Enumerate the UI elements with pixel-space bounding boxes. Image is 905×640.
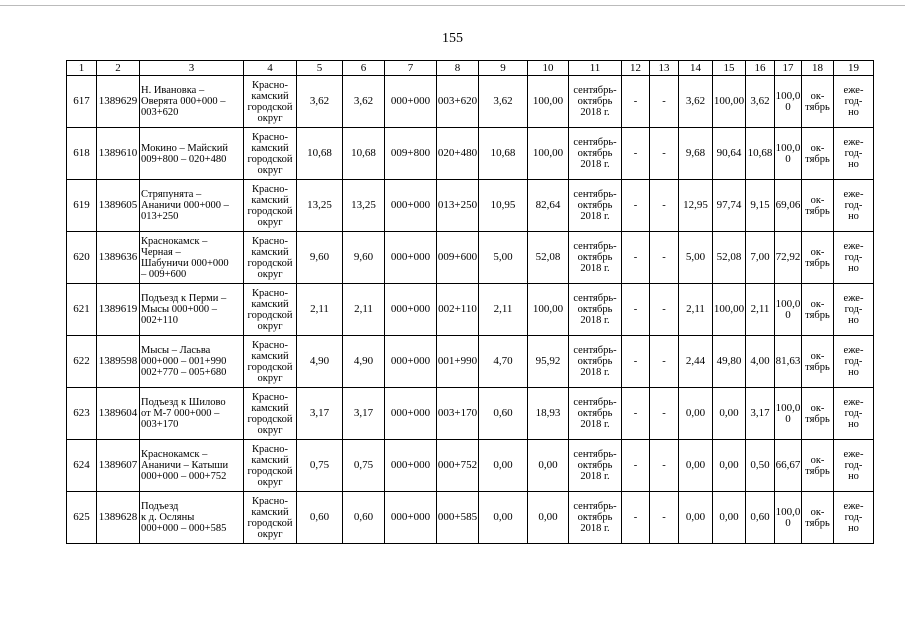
column-header-16: 16: [746, 61, 775, 76]
cell-col-15: 90,64: [713, 128, 746, 180]
segment-start-cell: 000+000: [385, 232, 437, 284]
road-name-cell: [140, 336, 244, 388]
table-row: [67, 440, 874, 492]
month-cell-text: ок- тябрь: [805, 350, 830, 373]
cell-col-13: -: [650, 440, 679, 492]
column-header-5: 5: [297, 61, 343, 76]
column-header-15: 15: [713, 61, 746, 76]
cell-col-10: 100,00: [528, 284, 569, 336]
column-header-6: 6: [343, 61, 385, 76]
cell-col-12: -: [622, 440, 650, 492]
frequency-cell: [834, 284, 874, 336]
column-header-8: 8: [437, 61, 479, 76]
road-name-cell: [140, 284, 244, 336]
road-id-cell: 1389610: [97, 128, 140, 180]
road-id-cell: 1389605: [97, 180, 140, 232]
cell-col-5: 4,90: [297, 336, 343, 388]
segment-end-cell: 001+990: [437, 336, 479, 388]
period-cell: [569, 128, 622, 180]
district-cell: [244, 336, 297, 388]
row-number-cell: 624: [67, 440, 97, 492]
road-name-cell: [140, 492, 244, 544]
row-number-cell: 622: [67, 336, 97, 388]
month-cell-text: ок- тябрь: [805, 454, 830, 477]
district-cell-text: Красно- камский городской округ: [247, 131, 293, 176]
cell-col-10: 100,00: [528, 76, 569, 128]
road-name-cell-text: Стряпунята – Ананичи 000+000 – 013+250: [141, 189, 229, 222]
cell-col-5: 9,60: [297, 232, 343, 284]
cell-col-17-text: 81,63: [775, 355, 801, 367]
period-cell: [569, 232, 622, 284]
segment-end-cell: 000+752: [437, 440, 479, 492]
cell-col-14: 12,95: [679, 180, 713, 232]
cell-col-12: -: [622, 232, 650, 284]
month-cell: [802, 232, 834, 284]
cell-col-14: 3,62: [679, 76, 713, 128]
cell-col-10: 0,00: [528, 440, 569, 492]
month-cell-text: ок- тябрь: [805, 90, 830, 113]
cell-col-17: [775, 76, 802, 128]
segment-start-cell: 000+000: [385, 180, 437, 232]
month-cell: [802, 180, 834, 232]
frequency-cell-text: еже- год- но: [843, 345, 864, 378]
frequency-cell-text: еже- год- но: [843, 189, 864, 222]
period-cell-text: сентябрь- октябрь 2018 г.: [573, 85, 617, 118]
segment-start-cell: 000+000: [385, 284, 437, 336]
table-row: [67, 180, 874, 232]
column-header-13: 13: [650, 61, 679, 76]
column-header-10: 10: [528, 61, 569, 76]
period-cell-text: сентябрь- октябрь 2018 г.: [573, 449, 617, 482]
cell-col-9: 0,00: [479, 440, 528, 492]
column-header-3: 3: [140, 61, 244, 76]
road-name-cell-text: Мокино – Майский 009+800 – 020+480: [141, 142, 229, 165]
segment-start-cell: 000+000: [385, 440, 437, 492]
cell-col-13: -: [650, 336, 679, 388]
cell-col-15: 100,00: [713, 284, 746, 336]
column-header-19: 19: [834, 61, 874, 76]
frequency-cell-text: еже- год- но: [843, 449, 864, 482]
road-id-cell: 1389607: [97, 440, 140, 492]
month-cell: [802, 336, 834, 388]
table-row: [67, 388, 874, 440]
district-cell-text: Красно- камский городской округ: [247, 495, 293, 540]
period-cell-text: сентябрь- октябрь 2018 г.: [573, 345, 617, 378]
page-number: 155: [442, 31, 463, 46]
period-cell-text: сентябрь- октябрь 2018 г.: [573, 241, 617, 274]
district-cell-text: Красно- камский городской округ: [247, 235, 293, 280]
column-header-2: 2: [97, 61, 140, 76]
segment-start-cell: 000+000: [385, 76, 437, 128]
cell-col-17-text: 100,0 0: [775, 297, 801, 321]
road-name-cell: [140, 440, 244, 492]
road-name-cell-text: Краснокамск – Черная – Шабуничи 000+000 – 009+600: [141, 235, 229, 280]
cell-col-17: [775, 284, 802, 336]
frequency-cell-text: еже- год- но: [843, 501, 864, 534]
cell-col-13: -: [650, 492, 679, 544]
segment-start-cell: 009+800: [385, 128, 437, 180]
cell-col-5: 0,75: [297, 440, 343, 492]
cell-col-5: 2,11: [297, 284, 343, 336]
district-cell: [244, 232, 297, 284]
cell-col-16: 3,17: [746, 388, 775, 440]
cell-col-17: [775, 128, 802, 180]
row-number-cell: 619: [67, 180, 97, 232]
cell-col-12: -: [622, 388, 650, 440]
cell-col-6: 0,75: [343, 440, 385, 492]
scan-edge-line: [0, 5, 905, 6]
road-name-cell-text: Подъезд к Перми – Мысы 000+000 – 002+110: [141, 293, 227, 326]
road-name-cell: [140, 128, 244, 180]
column-header-17: 17: [775, 61, 802, 76]
cell-col-10: 100,00: [528, 128, 569, 180]
cell-col-14: 2,11: [679, 284, 713, 336]
road-name-cell: [140, 232, 244, 284]
district-cell: [244, 284, 297, 336]
cell-col-10: 18,93: [528, 388, 569, 440]
segment-end-cell: 009+600: [437, 232, 479, 284]
cell-col-15: 0,00: [713, 440, 746, 492]
cell-col-16: 10,68: [746, 128, 775, 180]
column-header-4: 4: [244, 61, 297, 76]
cell-col-9: 5,00: [479, 232, 528, 284]
segment-start-cell: 000+000: [385, 492, 437, 544]
segment-end-cell: 002+110: [437, 284, 479, 336]
column-header-9: 9: [479, 61, 528, 76]
road-name-cell-text: Краснокамск – Ананичи – Катыши 000+000 – 000+752: [141, 449, 229, 482]
cell-col-10: 82,64: [528, 180, 569, 232]
cell-col-9: 10,95: [479, 180, 528, 232]
table-row: [67, 232, 874, 284]
district-cell-text: Красно- камский городской округ: [247, 79, 293, 124]
road-id-cell: 1389619: [97, 284, 140, 336]
period-cell-text: сентябрь- октябрь 2018 г.: [573, 501, 617, 534]
district-cell: [244, 76, 297, 128]
cell-col-14: 5,00: [679, 232, 713, 284]
cell-col-6: 0,60: [343, 492, 385, 544]
cell-col-10: 95,92: [528, 336, 569, 388]
cell-col-9: 10,68: [479, 128, 528, 180]
frequency-cell-text: еже- год- но: [843, 137, 864, 170]
column-header-7: 7: [385, 61, 437, 76]
cell-col-13: -: [650, 180, 679, 232]
row-number-cell: 620: [67, 232, 97, 284]
road-name-cell: [140, 180, 244, 232]
road-name-cell-text: Н. Ивановка – Оверята 000+000 – 003+620: [141, 85, 226, 118]
cell-col-17: [775, 440, 802, 492]
cell-col-16: 7,00: [746, 232, 775, 284]
road-id-cell: 1389629: [97, 76, 140, 128]
table-row: [67, 76, 874, 128]
frequency-cell: [834, 492, 874, 544]
segment-start-cell: 000+000: [385, 336, 437, 388]
frequency-cell-text: еже- год- но: [843, 293, 864, 326]
district-cell: [244, 180, 297, 232]
table-body: [67, 76, 874, 544]
cell-col-17: [775, 492, 802, 544]
period-cell-text: сентябрь- октябрь 2018 г.: [573, 137, 617, 170]
month-cell-text: ок- тябрь: [805, 142, 830, 165]
district-cell-text: Красно- камский городской округ: [247, 391, 293, 436]
column-header-1: 1: [67, 61, 97, 76]
cell-col-17: [775, 180, 802, 232]
cell-col-12: -: [622, 128, 650, 180]
road-name-cell: [140, 76, 244, 128]
period-cell-text: сентябрь- октябрь 2018 г.: [573, 189, 617, 222]
district-cell: [244, 492, 297, 544]
cell-col-14: 0,00: [679, 388, 713, 440]
cell-col-13: -: [650, 128, 679, 180]
table-row: [67, 128, 874, 180]
cell-col-6: 3,17: [343, 388, 385, 440]
frequency-cell-text: еже- год- но: [843, 85, 864, 118]
road-name-cell-text: Мысы – Ласьва 000+000 – 001+990 002+770 – 005+680: [141, 345, 227, 378]
district-cell-text: Красно- камский городской округ: [247, 339, 293, 384]
road-id-cell: 1389598: [97, 336, 140, 388]
period-cell: [569, 440, 622, 492]
cell-col-13: -: [650, 76, 679, 128]
column-header-14: 14: [679, 61, 713, 76]
district-cell: [244, 388, 297, 440]
month-cell: [802, 388, 834, 440]
frequency-cell-text: еже- год- но: [843, 241, 864, 274]
frequency-cell: [834, 388, 874, 440]
cell-col-6: 9,60: [343, 232, 385, 284]
month-cell-text: ок- тябрь: [805, 246, 830, 269]
road-id-cell: 1389604: [97, 388, 140, 440]
cell-col-14: 0,00: [679, 440, 713, 492]
column-header-18: 18: [802, 61, 834, 76]
cell-col-17-text: 100,0 0: [775, 505, 801, 529]
road-id-cell: 1389636: [97, 232, 140, 284]
header-row: [67, 61, 874, 76]
cell-col-5: 3,62: [297, 76, 343, 128]
cell-col-17: [775, 232, 802, 284]
cell-col-13: -: [650, 232, 679, 284]
cell-col-5: 0,60: [297, 492, 343, 544]
cell-col-9: 0,60: [479, 388, 528, 440]
period-cell: [569, 180, 622, 232]
cell-col-15: 0,00: [713, 388, 746, 440]
cell-col-12: -: [622, 284, 650, 336]
month-cell: [802, 440, 834, 492]
cell-col-9: 3,62: [479, 76, 528, 128]
cell-col-16: 2,11: [746, 284, 775, 336]
segment-end-cell: 013+250: [437, 180, 479, 232]
month-cell-text: ок- тябрь: [805, 402, 830, 425]
month-cell-text: ок- тябрь: [805, 506, 830, 529]
cell-col-17-text: 69,06: [775, 199, 801, 211]
cell-col-5: 3,17: [297, 388, 343, 440]
frequency-cell: [834, 128, 874, 180]
row-number-cell: 625: [67, 492, 97, 544]
frequency-cell: [834, 76, 874, 128]
frequency-cell-text: еже- год- но: [843, 397, 864, 430]
roads-table: [66, 60, 874, 544]
cell-col-5: 13,25: [297, 180, 343, 232]
district-cell-text: Красно- камский городской округ: [247, 443, 293, 488]
cell-col-17-text: 100,0 0: [775, 141, 801, 165]
period-cell: [569, 388, 622, 440]
cell-col-16: 4,00: [746, 336, 775, 388]
cell-col-17: [775, 336, 802, 388]
table-row: [67, 336, 874, 388]
cell-col-13: -: [650, 388, 679, 440]
cell-col-10: 52,08: [528, 232, 569, 284]
period-cell: [569, 336, 622, 388]
cell-col-17-text: 100,0 0: [775, 401, 801, 425]
row-number-cell: 618: [67, 128, 97, 180]
district-cell: [244, 128, 297, 180]
cell-col-17-text: 66,67: [775, 459, 801, 471]
cell-col-14: 0,00: [679, 492, 713, 544]
cell-col-15: 97,74: [713, 180, 746, 232]
cell-col-17: [775, 388, 802, 440]
column-header-12: 12: [622, 61, 650, 76]
month-cell-text: ок- тябрь: [805, 194, 830, 217]
segment-end-cell: 020+480: [437, 128, 479, 180]
road-name-cell: [140, 388, 244, 440]
period-cell: [569, 492, 622, 544]
district-cell-text: Красно- камский городской округ: [247, 287, 293, 332]
period-cell-text: сентябрь- октябрь 2018 г.: [573, 293, 617, 326]
month-cell: [802, 128, 834, 180]
cell-col-16: 3,62: [746, 76, 775, 128]
period-cell-text: сентябрь- октябрь 2018 г.: [573, 397, 617, 430]
cell-col-15: 52,08: [713, 232, 746, 284]
frequency-cell: [834, 180, 874, 232]
frequency-cell: [834, 336, 874, 388]
cell-col-10: 0,00: [528, 492, 569, 544]
table-header: [67, 61, 874, 76]
cell-col-6: 4,90: [343, 336, 385, 388]
month-cell: [802, 284, 834, 336]
cell-col-12: -: [622, 336, 650, 388]
cell-col-5: 10,68: [297, 128, 343, 180]
month-cell-text: ок- тябрь: [805, 298, 830, 321]
table-row: [67, 492, 874, 544]
row-number-cell: 621: [67, 284, 97, 336]
month-cell: [802, 76, 834, 128]
segment-end-cell: 003+620: [437, 76, 479, 128]
road-name-cell-text: Подъезд к Шилово от М-7 000+000 – 003+170: [141, 397, 226, 430]
frequency-cell: [834, 440, 874, 492]
cell-col-16: 0,60: [746, 492, 775, 544]
cell-col-9: 2,11: [479, 284, 528, 336]
row-number-cell: 623: [67, 388, 97, 440]
road-id-cell: 1389628: [97, 492, 140, 544]
cell-col-12: -: [622, 180, 650, 232]
district-cell: [244, 440, 297, 492]
cell-col-6: 13,25: [343, 180, 385, 232]
cell-col-15: 0,00: [713, 492, 746, 544]
cell-col-15: 49,80: [713, 336, 746, 388]
road-name-cell-text: Подъезд к д. Осляны 000+000 – 000+585: [141, 501, 227, 534]
cell-col-14: 9,68: [679, 128, 713, 180]
frequency-cell: [834, 232, 874, 284]
cell-col-6: 3,62: [343, 76, 385, 128]
table-row: [67, 284, 874, 336]
period-cell: [569, 284, 622, 336]
period-cell: [569, 76, 622, 128]
column-header-11: 11: [569, 61, 622, 76]
cell-col-14: 2,44: [679, 336, 713, 388]
cell-col-12: -: [622, 492, 650, 544]
segment-end-cell: 000+585: [437, 492, 479, 544]
cell-col-17-text: 72,92: [775, 251, 801, 263]
cell-col-9: 4,70: [479, 336, 528, 388]
cell-col-16: 0,50: [746, 440, 775, 492]
district-cell-text: Красно- камский городской округ: [247, 183, 293, 228]
cell-col-9: 0,00: [479, 492, 528, 544]
segment-end-cell: 003+170: [437, 388, 479, 440]
cell-col-12: -: [622, 76, 650, 128]
cell-col-15: 100,00: [713, 76, 746, 128]
cell-col-6: 10,68: [343, 128, 385, 180]
segment-start-cell: 000+000: [385, 388, 437, 440]
month-cell: [802, 492, 834, 544]
cell-col-17-text: 100,0 0: [775, 89, 801, 113]
row-number-cell: 617: [67, 76, 97, 128]
cell-col-6: 2,11: [343, 284, 385, 336]
cell-col-13: -: [650, 284, 679, 336]
cell-col-16: 9,15: [746, 180, 775, 232]
